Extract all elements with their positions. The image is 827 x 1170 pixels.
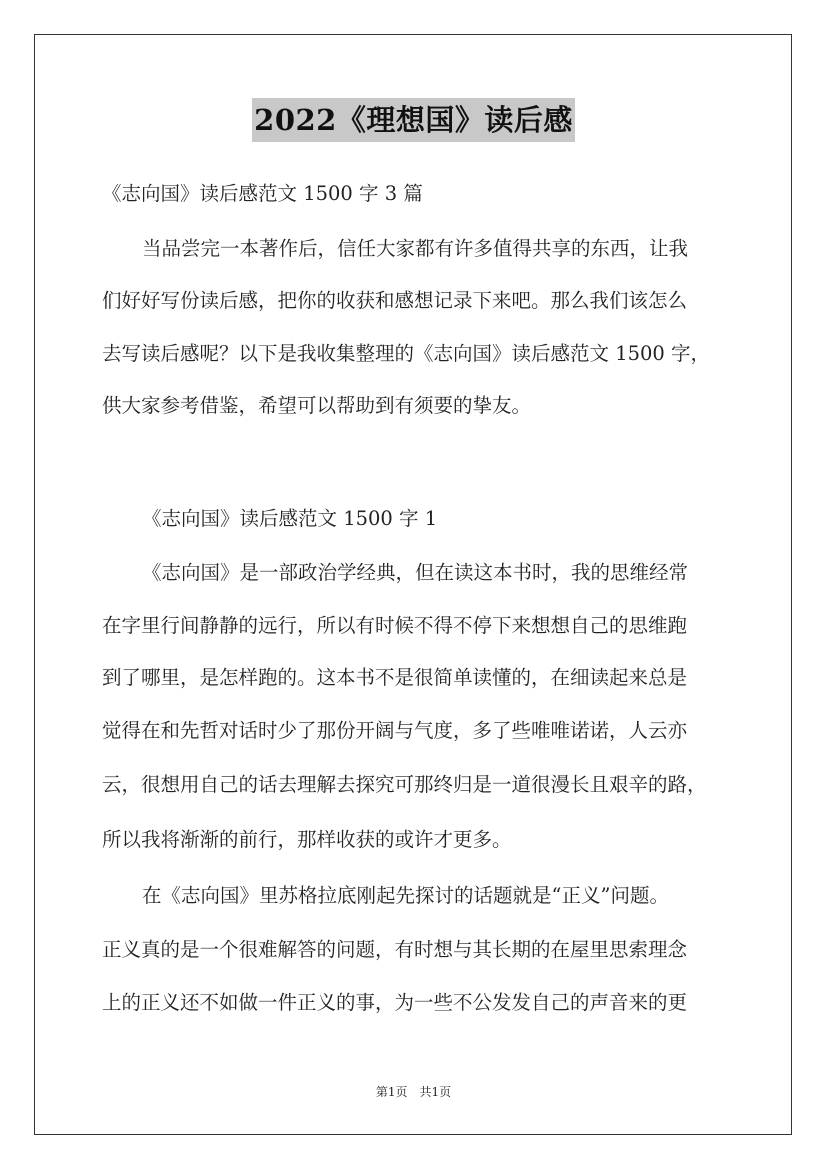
intro-line: 们好好写份读后感，把你的收获和感想记录下来吧。那么我们该怎么 (102, 289, 688, 312)
intro-line: 供大家参考借鉴，希望可以帮助到有须要的挚友。 (102, 394, 532, 417)
body-line: 上的正义还不如做一件正义的事，为一些不公发发自己的声音来的更 (102, 991, 688, 1014)
body-line: 觉得在和先哲对话时少了那份开阔与气度，多了些唯唯诺诺，人云亦 (102, 719, 688, 742)
page-number: 第1页 共1页 (375, 1085, 452, 1099)
body-line: 在字里行间静静的远行，所以有时候不得不停下来想想自己的思维跑 (102, 614, 688, 637)
subtitle: 《志向国》读后感范文 1500 字 3 篇 (102, 182, 423, 205)
body-line: 在《志向国》里苏格拉底刚起先探讨的话题就是“正义”问题。 (142, 884, 669, 907)
body-line: 到了哪里，是怎样跑的。这本书不是很简单读懂的，在细读起来总是 (102, 666, 688, 689)
intro-line: 去写读后感呢？以下是我收集整理的《志向国》读后感范文 1500 字， (102, 342, 711, 365)
title-container (0, 98, 827, 142)
body-line: 正义真的是一个很难解答的问题，有时想与其长期的在屋里思索理念 (102, 938, 688, 961)
body-line: 所以我将渐渐的前行，那样收获的或许才更多。 (102, 828, 512, 851)
intro-line: 当品尝完一本著作后，信任大家都有许多值得共享的东西，让我 (142, 237, 689, 260)
body-line: 云，很想用自己的话去理解去探究可那终归是一道很漫长且艰辛的路， (102, 773, 707, 796)
section-heading: 《志向国》读后感范文 1500 字 1 (142, 507, 438, 530)
body-line: 《志向国》是一部政治学经典，但在读这本书时，我的思维经常 (142, 561, 689, 584)
document-title: 2022《理想国》读后感 (252, 98, 575, 142)
